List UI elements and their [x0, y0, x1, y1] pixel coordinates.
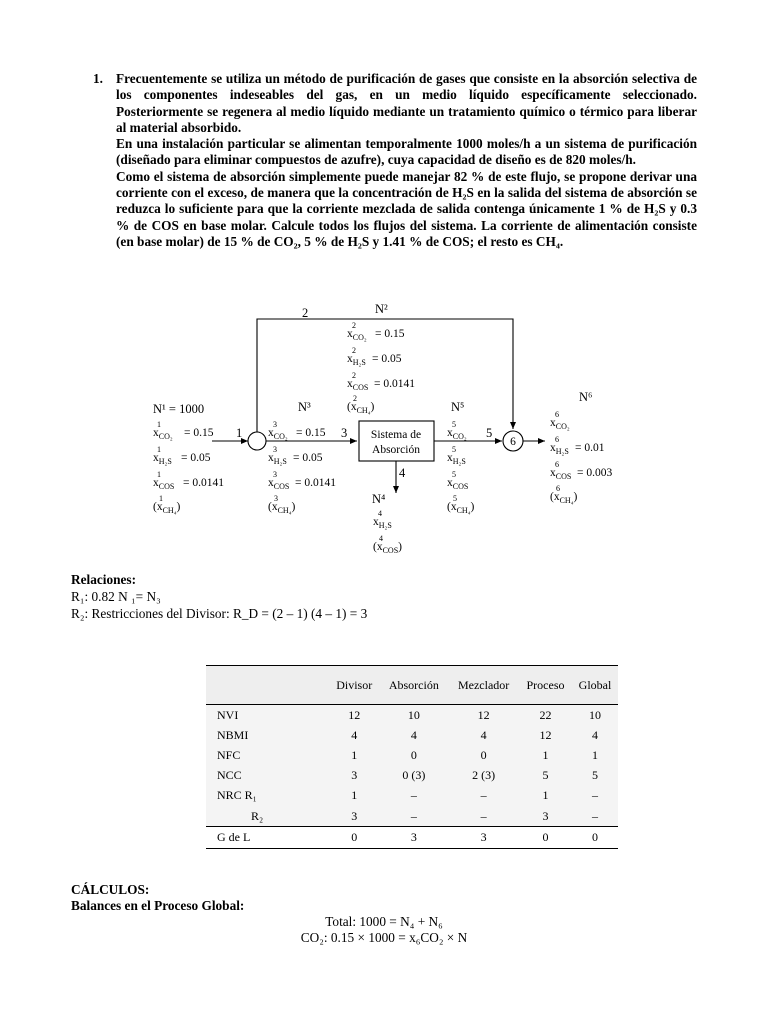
svg-text:xH₂S: $x_{H_2S}$ [153, 452, 172, 466]
svg-text:xCOS: $x_{COS}$ [347, 378, 369, 392]
stream-3-cos: = 0.0141 [295, 477, 336, 489]
stream-2-number: 2 [302, 306, 309, 320]
svg-text:xH₂S: $x_{H_2S}$ [373, 516, 392, 530]
stream-3-co2: = 0.15 [296, 427, 326, 439]
stream-2-h2s: = 0.05 [372, 353, 402, 365]
svg-text:(xCH₄): $(x_{CH_4})$ [347, 401, 375, 415]
svg-text:2: 2 [352, 346, 356, 355]
relation-r2: R₂: Restricciones del Divisor: R_D = (2 – 1) (4 – 1) = 3 [71, 606, 368, 621]
table-row: NFC 1 0 0 1 1 [206, 745, 618, 765]
svg-text:2: 2 [352, 321, 356, 330]
table-header-absorcion: Absorción [379, 666, 448, 705]
svg-text:1: 1 [157, 420, 161, 429]
stream-4-number: 4 [399, 466, 406, 480]
table-row: NBMI 4 4 4 12 4 [206, 725, 618, 745]
feed-cos: = 0.0141 [183, 477, 224, 489]
svg-text:(xCH₄): $(x_{CH_4})$ [268, 501, 296, 515]
svg-text:1: 1 [157, 445, 161, 454]
svg-text:xCO₂: $x_{CO_2}$ [447, 427, 467, 441]
stream-5-flow: N⁵ [451, 400, 465, 414]
equation-total: Total: 1000 = N₄ + N₆ [325, 914, 443, 929]
svg-text:(xCOS): $(x_{COS})$ [373, 541, 402, 555]
relation-r1: R₁: 0.82 N ₁= N₃ [71, 589, 161, 604]
svg-text:xCOS: $x_{COS}$ [550, 467, 572, 481]
equation-co2: CO₂: 0.15 × 1000 = x₆CO₂ × N [300, 930, 468, 945]
stream-2-cos: = 0.0141 [374, 378, 415, 390]
svg-text:xCO₂: $x_{CO_2}$ [153, 427, 173, 441]
svg-text:5: 5 [452, 445, 456, 454]
svg-text:1: 1 [157, 470, 161, 479]
svg-text:xCOS: $x_{COS}$ [268, 477, 290, 491]
svg-text:2: 2 [352, 371, 356, 380]
stream-5-number: 5 [486, 426, 493, 440]
svg-text:5: 5 [453, 494, 457, 503]
svg-text:6: 6 [556, 484, 560, 493]
stream-3-flow: N³ [298, 400, 311, 414]
absorber-label-2: Absorción [372, 444, 420, 456]
svg-text:3: 3 [273, 420, 277, 429]
table-header-global: Global [572, 666, 618, 705]
table-row: NCC 3 0 (3) 2 (3) 5 5 [206, 766, 618, 786]
stream-4-flow: N⁴ [372, 492, 386, 506]
absorber-label-1: Sistema de [370, 429, 422, 441]
svg-text:5: 5 [452, 470, 456, 479]
table-total-row: G de L 0 3 3 0 0 [206, 827, 618, 849]
problem-paragraph-2: En una instalación particular se alimentan temporalmente 1000 moles/h a un sistema de purificación (diseñado para eliminar compuestos de azufre), cuya capacidad de diseño es de 820 moles/h. [116, 136, 697, 168]
problem-paragraph-1: Frecuentemente se utiliza un método de purificación de gases que consiste en la absorción selectiva de los componentes indeseables del gas, en un medio líquido específicamente seleccionado. Posteriormente se regenera al medio líquido mediante un tratamiento químico o térmico para liberar al material absorbido. [116, 71, 697, 135]
table-row: R₂ 3 – – 3 – [206, 806, 618, 827]
svg-text:3: 3 [273, 470, 277, 479]
stream-2-flow: N² [375, 302, 388, 316]
svg-text:3: 3 [273, 445, 277, 454]
svg-text:xH₂S: $x_{H_2S}$ [447, 452, 466, 466]
feed-flow: N¹ = 1000 [153, 402, 205, 416]
table-row: NRC R₁ 1 – – 1 – [206, 786, 618, 806]
svg-text:xH₂S: $x_{H_2S}$ [268, 452, 287, 466]
table-header-divisor: Divisor [329, 666, 379, 705]
svg-text:(xCH₄): $(x_{CH_4})$ [550, 491, 578, 505]
svg-text:6: 6 [555, 460, 559, 469]
svg-text:(xCH₄): $(x_{CH_4})$ [153, 501, 181, 515]
svg-text:4: 4 [379, 534, 383, 543]
svg-text:2: 2 [353, 394, 357, 403]
svg-text:6: 6 [555, 410, 559, 419]
svg-text:(xCH₄): $(x_{CH_4})$ [447, 501, 475, 515]
stream-6-h2s: = 0.01 [575, 442, 605, 454]
svg-text:xH₂S: $x_{H_2S}$ [550, 442, 569, 456]
svg-text:xCOS: $x_{COS}$ [447, 477, 469, 491]
svg-text:xCOS: $x_{COS}$ [153, 477, 175, 491]
stream-1-number: 1 [236, 426, 243, 440]
svg-text:5: 5 [452, 420, 456, 429]
svg-text:xCO₂: $x_{CO_2}$ [550, 417, 570, 431]
stream-2-co2: = 0.15 [375, 328, 405, 340]
mixer-label: 6 [510, 436, 516, 448]
table-header-proceso: Proceso [519, 666, 572, 705]
calculations-subheading: Balances en el Proceso Global: [71, 898, 245, 913]
svg-text:1: 1 [159, 494, 163, 503]
stream-6-cos: = 0.003 [577, 467, 613, 479]
svg-text:xCO₂: $x_{CO_2}$ [347, 328, 367, 342]
problem-paragraph-3: Como el sistema de absorción simplemente puede manejar 82 % de este flujo, se propone derivar una corriente con el exceso, de manera que la concentración de H₂S en la salida del sistema de absorción se reduzca lo suficiente para que la corriente mezclada de salida contenga únicamente 1 % de H₂S y 0.3 % de COS en base molar. Calcule todos los flujos del sistema. La corriente de alimentación consiste (en base molar) de 15 % de CO₂, 5 % de H₂S y 1.41 % de COS; el resto es CH₄. [116, 168, 697, 249]
stream-3-number: 3 [341, 426, 348, 440]
degrees-of-freedom-table [206, 665, 618, 849]
svg-text:3: 3 [274, 494, 278, 503]
table-row: NVI 12 10 12 22 10 [206, 705, 618, 726]
stream-3-h2s: = 0.05 [293, 452, 323, 464]
svg-text:4: 4 [378, 509, 382, 518]
problem-number: 1. [93, 71, 103, 86]
stream-6-flow: N⁶ [579, 390, 593, 404]
calculations-section [71, 882, 244, 914]
feed-co2: = 0.15 [184, 427, 214, 439]
svg-text:xCO₂: $x_{CO_2}$ [268, 427, 288, 441]
table-header-blank [206, 666, 329, 705]
relations-heading: Relaciones: [71, 572, 136, 587]
feed-h2s: = 0.05 [181, 452, 211, 464]
svg-text:xH₂S: $x_{H_2S}$ [347, 353, 366, 367]
relations-section [71, 571, 367, 622]
divider-node [248, 432, 266, 450]
calculations-heading: CÁLCULOS: [71, 882, 150, 897]
svg-text:6: 6 [555, 435, 559, 444]
table-header-mezclador: Mezclador [448, 666, 519, 705]
